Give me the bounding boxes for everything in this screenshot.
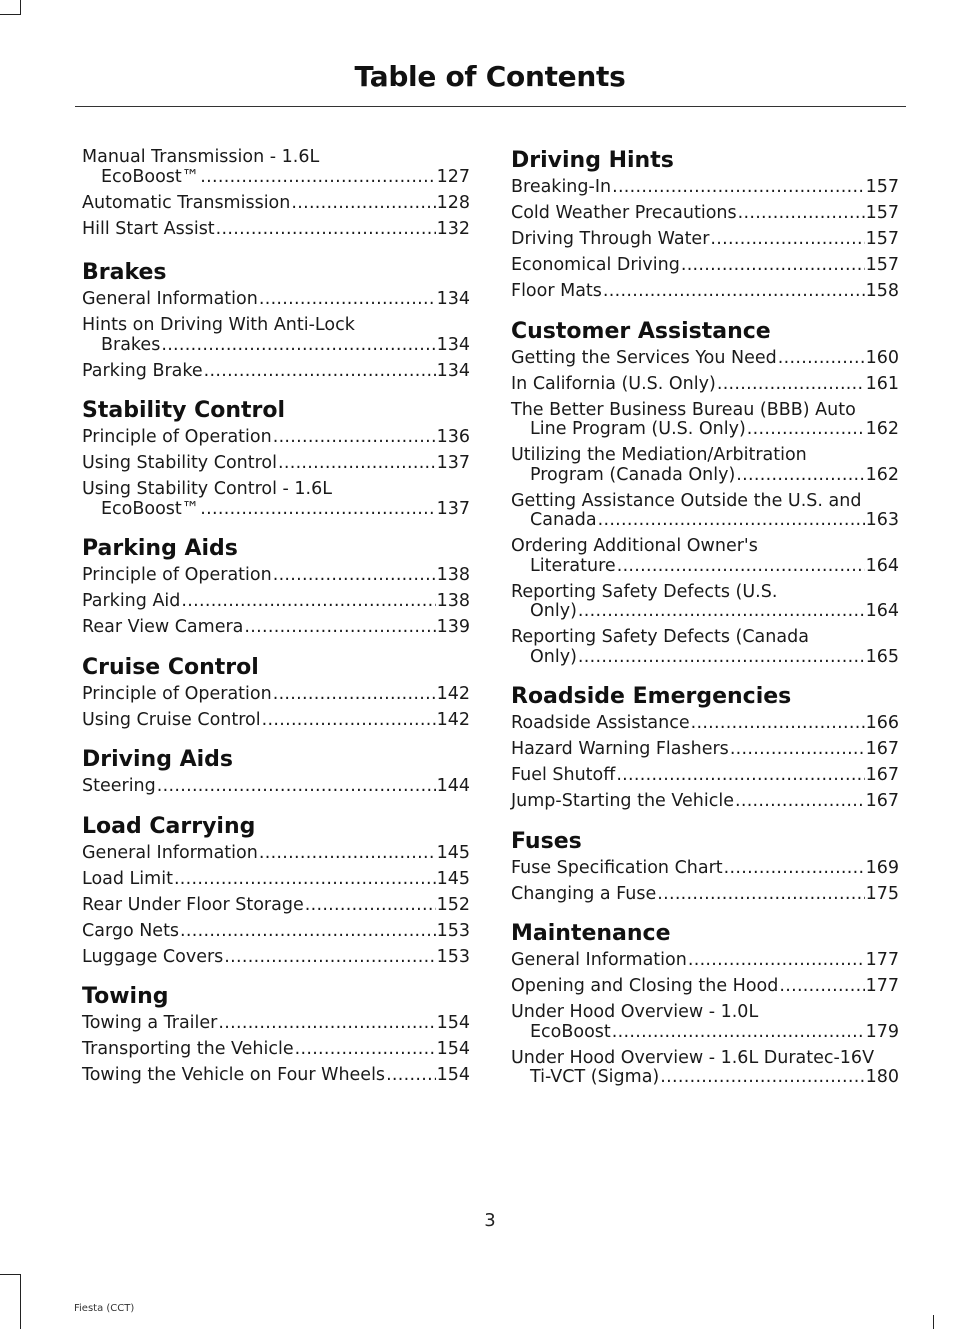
toc-entry-title: Reporting Safety Defects (U.S. (511, 581, 778, 602)
toc-entry-title: Ordering Additional Owner's (511, 536, 758, 556)
page-ref: 167 (865, 765, 899, 785)
section-heading: Customer Assistance (511, 318, 771, 344)
toc-entry-title: Fuse Specification Chart (511, 857, 723, 878)
toc-entry[interactable] (82, 148, 470, 187)
toc-entry[interactable] (82, 362, 470, 382)
toc-entry[interactable] (82, 1014, 470, 1034)
toc-entry-line (511, 977, 899, 997)
toc-entry-line (82, 362, 470, 382)
toc-entry-title-continued: EcoBoost™ (101, 166, 200, 187)
toc-entry-line (82, 1040, 470, 1060)
toc-section (511, 921, 899, 1088)
dot-leader (216, 220, 436, 240)
toc-right-sections (511, 148, 899, 1088)
page-ref: 164 (865, 601, 899, 621)
page-ref: 134 (436, 289, 470, 309)
page-ref: 163 (865, 510, 899, 530)
crop-mark (20, 0, 21, 15)
toc-entry-line (511, 648, 899, 668)
toc-entry-title: Reporting Safety Defects (Canada (511, 627, 809, 647)
page-ref: 160 (865, 347, 899, 368)
crop-mark (0, 14, 20, 15)
toc-section (511, 684, 899, 812)
dot-leader (724, 859, 865, 879)
toc-entry[interactable] (511, 204, 899, 224)
toc-entry-title: Getting the Services You Need (511, 347, 777, 368)
dot-leader (616, 766, 864, 786)
toc-entry[interactable] (82, 896, 470, 916)
page-ref: 137 (436, 453, 470, 473)
toc-entry-title-continued: Ti-VCT (Sigma) (530, 1067, 660, 1087)
toc-entry-title: Towing a Trailer (82, 1013, 218, 1033)
toc-entry-title: General Information (511, 950, 687, 970)
crop-mark (933, 1315, 934, 1329)
crop-mark (0, 1274, 20, 1275)
toc-entry-title: In California (U.S. Only) (511, 373, 716, 394)
dot-leader (717, 375, 865, 395)
dot-leader (200, 168, 435, 188)
toc-entry-title: Parking Aid (82, 591, 181, 611)
page-title: Table of Contents (354, 60, 626, 93)
page-ref: 132 (436, 218, 470, 239)
page-ref: 128 (436, 192, 470, 213)
toc-entry-title-continued: Only) (530, 646, 577, 667)
toc-entry[interactable] (511, 375, 899, 395)
toc-entry-title: Automatic Transmission (82, 192, 291, 213)
toc-left-sections (82, 260, 470, 1086)
dot-leader (244, 618, 435, 638)
toc-section (511, 829, 899, 905)
toc-entry-title: Changing a Fuse (511, 883, 657, 904)
dot-leader (660, 1068, 864, 1088)
page-ref: 177 (865, 976, 899, 996)
toc-entry[interactable] (511, 583, 899, 622)
toc-entry[interactable] (82, 290, 470, 310)
toc-entry-line (511, 792, 899, 812)
toc-entry-title: Steering (82, 776, 156, 796)
page-ref: 138 (436, 565, 470, 585)
toc-entry-title-continued: EcoBoost™ (101, 498, 200, 519)
dot-leader (273, 685, 436, 705)
dot-leader (200, 500, 435, 520)
toc-entry[interactable] (511, 446, 899, 485)
toc-entry-title: Hazard Warning Flashers (511, 739, 729, 759)
toc-entry-title: Roadside Assistance (511, 713, 690, 733)
toc-entry-line (82, 618, 470, 638)
page-ref: 137 (436, 498, 470, 519)
toc-entry[interactable] (511, 1049, 899, 1088)
toc-entry-title: Parking Brake (82, 360, 203, 381)
toc-entry-title: Towing the Vehicle on Four Wheels (82, 1065, 386, 1085)
toc-entry-title: Opening and Closing the Hood (511, 976, 779, 996)
dot-leader (224, 948, 435, 968)
toc-entry-line (511, 766, 899, 786)
section-heading: Brakes (82, 260, 167, 285)
toc-entry-title: Utilizing the Mediation/Arbitration (511, 445, 807, 465)
toc-entry[interactable] (82, 592, 470, 612)
dot-leader (305, 896, 436, 916)
toc-entry[interactable] (511, 885, 899, 905)
dot-leader (738, 204, 865, 224)
page-ref: 145 (436, 842, 470, 863)
toc-entry-title-continued: Line Program (U.S. Only) (530, 419, 746, 439)
page-ref: 127 (436, 166, 470, 187)
toc-entry[interactable] (511, 859, 899, 879)
toc-entry-line (511, 466, 899, 486)
dot-leader (612, 1023, 865, 1043)
page-ref: 152 (436, 894, 470, 915)
dot-leader (273, 566, 436, 586)
dot-leader (736, 466, 864, 486)
toc-entry-title: Luggage Covers (82, 946, 224, 967)
toc-entry-line (511, 714, 899, 734)
page-ref: 179 (865, 1021, 899, 1042)
dot-leader (691, 714, 865, 734)
dot-leader (259, 290, 436, 310)
page-ref: 180 (865, 1067, 899, 1087)
toc-entry[interactable] (511, 230, 899, 250)
toc-entry[interactable] (82, 685, 470, 705)
dot-leader (291, 194, 435, 214)
section-heading: Maintenance (511, 921, 671, 946)
toc-entry-title-continued: Program (Canada Only) (530, 464, 736, 485)
toc-entry[interactable] (511, 492, 899, 531)
toc-entry-line (511, 178, 899, 198)
footer-model-label: Fiesta (CCT) (74, 1303, 135, 1314)
toc-entry-title: Manual Transmission - 1.6L (82, 147, 320, 167)
toc-entry[interactable] (511, 282, 899, 302)
page-ref: 145 (436, 868, 470, 889)
toc-section (82, 536, 470, 638)
page-ref: 167 (865, 739, 899, 759)
toc-entry-line (82, 948, 470, 968)
toc-entry[interactable] (82, 316, 470, 355)
dot-leader (578, 602, 865, 622)
page-ref: 177 (865, 950, 899, 970)
toc-entry-line (82, 1066, 470, 1086)
toc-entry-title: Cold Weather Precautions (511, 203, 737, 223)
dot-leader (181, 592, 435, 612)
toc-entry[interactable] (511, 714, 899, 734)
toc-entry[interactable] (511, 256, 899, 276)
toc-entry-title: Driving Through Water (511, 229, 710, 249)
toc-entry-line (82, 592, 470, 612)
dot-leader (617, 557, 865, 577)
toc-entry-line (82, 336, 470, 356)
toc-entry-line (511, 349, 899, 369)
toc-entry[interactable] (82, 618, 470, 638)
section-heading: Fuses (511, 828, 582, 854)
dot-leader (218, 1014, 435, 1034)
dot-leader (386, 1066, 436, 1086)
toc-section (82, 398, 470, 519)
toc-entry-line (82, 711, 470, 731)
toc-entry[interactable] (82, 220, 470, 240)
page-ref: 165 (865, 646, 899, 667)
toc-entry-title: Rear Under Floor Storage (82, 894, 304, 915)
page-ref: 164 (865, 555, 899, 576)
toc-entry-line (82, 922, 470, 942)
toc-entry-line (511, 951, 899, 971)
page-ref: 142 (436, 709, 470, 730)
title-divider (75, 106, 906, 107)
toc-entry-title: Using Stability Control - 1.6L (82, 479, 332, 499)
dot-leader (603, 282, 865, 302)
page-ref: 138 (436, 591, 470, 611)
toc-entry-title: Jump-Starting the Vehicle (511, 791, 734, 811)
page-ref: 134 (436, 360, 470, 381)
toc-entry-title: Floor Mats (511, 281, 602, 301)
page-ref: 157 (865, 255, 899, 275)
toc-entry-title: Rear View Camera (82, 617, 244, 637)
toc-entry-title: Hill Start Assist (82, 218, 215, 239)
page-ref: 162 (865, 464, 899, 485)
page-ref: 157 (865, 177, 899, 197)
toc-entry-line (511, 557, 899, 577)
page-ref: 153 (436, 920, 470, 941)
dot-leader (612, 178, 865, 198)
toc-entry-title: Transporting the Vehicle (82, 1039, 294, 1059)
page-ref: 153 (436, 946, 470, 967)
toc-entry-title-continued: Literature (530, 555, 616, 576)
page-ref: 136 (436, 427, 470, 447)
toc-entry-title: Getting Assistance Outside the U.S. and (511, 490, 862, 511)
toc-entry[interactable] (511, 401, 899, 440)
page-ref: 161 (865, 373, 899, 394)
toc-entry-line (511, 204, 899, 224)
dot-leader (747, 420, 865, 440)
toc-entry-title: Under Hood Overview - 1.6L Duratec-16V (511, 1047, 875, 1068)
toc-entry[interactable] (82, 777, 470, 797)
toc-section (82, 984, 470, 1086)
toc-entry[interactable] (82, 711, 470, 731)
toc-entry-title: Breaking-In (511, 177, 612, 197)
page-ref: 167 (865, 791, 899, 811)
dot-leader (262, 711, 436, 731)
toc-entry-line (82, 500, 470, 520)
crop-mark (20, 1315, 21, 1329)
toc-entry[interactable] (511, 1003, 899, 1042)
page-ref: 166 (865, 713, 899, 733)
toc-entry[interactable] (511, 977, 899, 997)
toc-entry-line (511, 511, 899, 531)
section-heading: Roadside Emergencies (511, 684, 792, 709)
toc-entry-line (82, 220, 470, 240)
dot-leader (688, 951, 865, 971)
section-heading: Towing (82, 984, 169, 1009)
page-ref: 154 (436, 1065, 470, 1085)
toc-entry-title: Under Hood Overview - 1.0L (511, 1002, 759, 1022)
dot-leader (295, 1040, 436, 1060)
toc-entry-title-continued: Canada (530, 510, 597, 530)
page-ref: 157 (865, 229, 899, 249)
toc-entry[interactable] (82, 844, 470, 864)
toc-entry[interactable] (511, 792, 899, 812)
toc-entry-line (82, 777, 470, 797)
toc-entry-line (82, 168, 470, 188)
toc-entry-title: Using Cruise Control (82, 709, 261, 730)
page-ref: 158 (865, 281, 899, 301)
dot-leader (180, 922, 436, 942)
toc-entry[interactable] (511, 766, 899, 786)
dot-leader (204, 362, 436, 382)
page-ref: 162 (865, 419, 899, 439)
page-ref: 157 (865, 203, 899, 223)
toc-entry-line (82, 896, 470, 916)
dot-leader (278, 454, 436, 474)
dot-leader (681, 256, 865, 276)
toc-entry-title: Cargo Nets (82, 920, 180, 941)
dot-leader (598, 511, 865, 531)
page-ref: 139 (436, 617, 470, 637)
toc-right-column (511, 148, 899, 1105)
page-number: 3 (484, 1210, 496, 1231)
section-heading: Cruise Control (82, 654, 259, 680)
toc-entry[interactable] (82, 428, 470, 448)
dot-leader (161, 336, 435, 356)
toc-entry-title-continued: Brakes (101, 334, 161, 355)
toc-entry-title: Principle of Operation (82, 565, 272, 585)
toc-entry-line (82, 194, 470, 214)
dot-leader (657, 885, 864, 905)
dot-leader (710, 230, 864, 250)
dot-leader (273, 428, 436, 448)
toc-entry-line (511, 885, 899, 905)
toc-section (82, 747, 470, 797)
toc-entry-line (511, 740, 899, 760)
toc-entry-line (82, 870, 470, 890)
toc-entry-line (511, 420, 899, 440)
toc-entry-title: Using Stability Control (82, 453, 277, 473)
page-ref: 175 (865, 883, 899, 904)
toc-entry-line (511, 256, 899, 276)
toc-entry[interactable] (82, 948, 470, 968)
toc-entry-line (82, 685, 470, 705)
page-ref: 154 (436, 1039, 470, 1059)
section-heading: Parking Aids (82, 536, 238, 561)
toc-entry-title: Principle of Operation (82, 427, 272, 447)
toc-entry-line (82, 1014, 470, 1034)
dot-leader (578, 648, 865, 668)
page-ref: 134 (436, 334, 470, 355)
page-ref: 169 (865, 857, 899, 878)
toc-entry-title-continued: EcoBoost (530, 1021, 611, 1042)
toc-entry-title: Hints on Driving With Anti-Lock (82, 315, 355, 335)
toc-entry[interactable] (82, 1066, 470, 1086)
toc-entry[interactable] (82, 454, 470, 474)
section-heading: Load Carrying (82, 813, 256, 839)
toc-entry[interactable] (82, 1040, 470, 1060)
toc-entry-title: Load Limit (82, 868, 173, 889)
dot-leader (730, 740, 865, 760)
page-ref: 154 (436, 1013, 470, 1033)
toc-entry-line (511, 602, 899, 622)
page-ref: 144 (436, 776, 470, 796)
toc-entry-title: The Better Business Bureau (BBB) Auto (511, 399, 856, 420)
toc-entry-title: Fuel Shutoff (511, 765, 616, 785)
toc-entry-line (82, 290, 470, 310)
toc-entry-title: Principle of Operation (82, 683, 272, 704)
toc-entry[interactable] (511, 740, 899, 760)
toc-entry-line (82, 566, 470, 586)
toc-entry[interactable] (511, 349, 899, 369)
toc-entry-line (511, 859, 899, 879)
toc-entry-line (511, 230, 899, 250)
section-heading: Stability Control (82, 398, 286, 423)
dot-leader (779, 977, 864, 997)
toc-entry-line (511, 282, 899, 302)
dot-leader (735, 792, 865, 812)
dot-leader (174, 870, 436, 890)
dot-leader (157, 777, 436, 797)
section-heading: Driving Aids (82, 747, 234, 772)
toc-entry-title: Economical Driving (511, 255, 680, 275)
toc-entry[interactable] (511, 537, 899, 576)
toc-entry-line (82, 428, 470, 448)
toc-intro-entries (82, 148, 470, 239)
toc-entry[interactable] (511, 628, 899, 667)
dot-leader (778, 349, 865, 369)
toc-entry-line (511, 375, 899, 395)
toc-entry[interactable] (511, 951, 899, 971)
toc-section (82, 814, 470, 968)
toc-left-column (82, 148, 470, 1103)
toc-section (82, 655, 470, 731)
toc-entry-line (511, 1023, 899, 1043)
toc-entry[interactable] (82, 194, 470, 214)
toc-section (511, 319, 899, 668)
toc-entry-title-continued: Only) (530, 601, 577, 621)
toc-entry-title: General Information (82, 289, 258, 309)
toc-entry[interactable] (82, 566, 470, 586)
toc-entry[interactable] (511, 178, 899, 198)
toc-entry[interactable] (82, 922, 470, 942)
section-heading: Driving Hints (511, 148, 674, 173)
toc-entry[interactable] (82, 870, 470, 890)
toc-section (82, 260, 470, 381)
toc-entry-line (82, 454, 470, 474)
toc-entry-line (511, 1068, 899, 1088)
toc-entry-line (82, 844, 470, 864)
dot-leader (259, 844, 436, 864)
toc-section (511, 148, 899, 302)
page-ref: 142 (436, 683, 470, 704)
toc-entry-title: General Information (82, 842, 258, 863)
toc-entry[interactable] (82, 480, 470, 519)
